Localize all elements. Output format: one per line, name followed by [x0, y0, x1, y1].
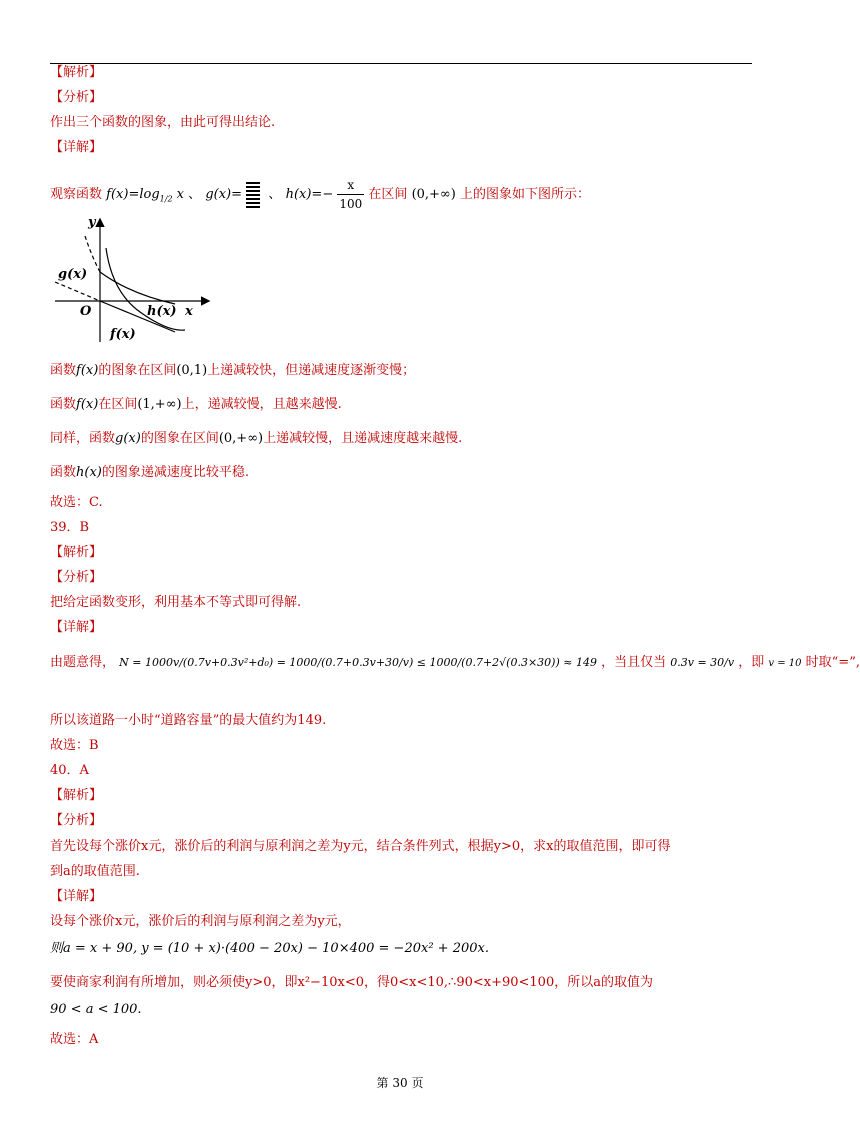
function-graph [50, 212, 215, 347]
q38-para1: 函数f(x)的图象在区间(0,1)上递减较快，但递减速度逐渐变慢； [50, 363, 416, 378]
q40-answer: 故选：A [50, 1032, 99, 1047]
q40-analysis-2: 到a的取值范围. [50, 864, 140, 879]
q38-detail-line: 观察函数 $f(x)=\log_{1/2}$ x 、 g(x)= 、 h(x)=− $\frac{x}{100}$ 在区间 (0,+∞) 上的图象如下图所示： [50, 178, 590, 211]
h-definition: h(x)=− [285, 187, 334, 202]
g-label: g(x) [58, 267, 88, 282]
q40-number: 40．A [50, 763, 89, 778]
q40-detail-2: 则a = x + 90, y = (10 + x)·(400 − 20x) − 10×400 = −20x² + 200x. [50, 941, 489, 956]
q39-condition-v: v = 10 [768, 658, 802, 669]
q40-label-xiangjie: 【详解】 [50, 889, 103, 904]
q38-answer: 故选：C. [50, 495, 103, 510]
q39-analysis: 把给定函数变形，利用基本不等式即可得解. [50, 595, 302, 610]
h-fraction: $\frac{x}{100}$ [339, 178, 363, 211]
q38-interval-text: 在区间 [368, 187, 408, 202]
q40-detail-1: 设每个涨价x元，涨价后的利润与原利润之差为y元， [50, 914, 351, 929]
q39-conclusion: 所以该道路一小时“道路容量”的最大值约为149. [50, 713, 327, 728]
origin-label: O [80, 304, 92, 319]
q40-detail-4: 90 < a < 100. [50, 1002, 142, 1017]
q40-label-fenxi: 【分析】 [50, 813, 103, 828]
f-definition: $f(x)=\log_{1/2}$ x [106, 187, 185, 204]
q39-condition: 0.3v = 30/v [670, 656, 735, 669]
q40-label-jiexi: 【解析】 [50, 788, 103, 803]
g-curve-solid [100, 272, 175, 304]
q38-detail-prefix: 观察函数 [50, 187, 103, 202]
q38-para4: 函数h(x)的图象递减速度比较平稳. [50, 465, 250, 480]
section-label-fenxi: 【分析】 [50, 90, 103, 105]
y-axis-label: y [88, 215, 96, 230]
section-label-jiexi: 【解析】 [50, 65, 103, 80]
garbled-formula-glyph [246, 182, 260, 208]
q39-label-fenxi: 【分析】 [50, 570, 103, 585]
h-label: h(x) [147, 304, 177, 319]
q39-detail-line: 由题意得， N = 1000v/(0.7v+0.3v²+d₀) = 1000/(0.7+0.3v+30/v) ≤ 1000/(0.7+2√(0.3×30)) ≈ 149 ，当且仅当 0.3v = 30/v ，即 v = 10 时取“=”, [50, 655, 860, 670]
q39-label-jiexi: 【解析】 [50, 545, 103, 560]
h-line-dashed [55, 282, 100, 301]
q39-formula: N = 1000v/(0.7v+0.3v²+d₀) = 1000/(0.7+0.3v+30/v) ≤ 1000/(0.7+2√(0.3×30)) ≈ 149 [119, 656, 597, 669]
f-label: f(x) [110, 327, 136, 342]
q39-number: 39．B [50, 520, 90, 535]
q38-detail-suffix: 上的图象如下图所示： [459, 187, 590, 202]
header-rule [50, 63, 752, 64]
q39-label-xiangjie: 【详解】 [50, 620, 103, 635]
q40-analysis-1: 首先设每个涨价x元，涨价后的利润与原利润之差为y元，结合条件列式，根据y>0，求x的取值范围，即可得 [50, 839, 671, 854]
g-curve-dashed [85, 236, 100, 272]
q40-detail-3: 要使商家利润有所增加，则必须使y>0，即x²−10x<0，得0<x<10,∴90<x+90<100，所以a的取值为 [50, 975, 653, 990]
q38-interval: (0,+∞) [411, 187, 456, 202]
page-number: 第 30 页 [376, 1076, 424, 1090]
q39-answer: 故选：B [50, 738, 99, 753]
x-axis-label: x [185, 304, 193, 319]
q38-analysis: 作出三个函数的图象，由此可得出结论. [50, 115, 276, 130]
section-label-xiangjie: 【详解】 [50, 140, 103, 155]
q38-para3: 同样，函数g(x)的图象在区间(0,+∞)上递减较慢，且递减速度越来越慢. [50, 431, 463, 446]
q38-para2: 函数f(x)在区间(1,+∞)上，递减较慢，且越来越慢. [50, 397, 342, 412]
g-definition: g(x)= [205, 187, 243, 202]
